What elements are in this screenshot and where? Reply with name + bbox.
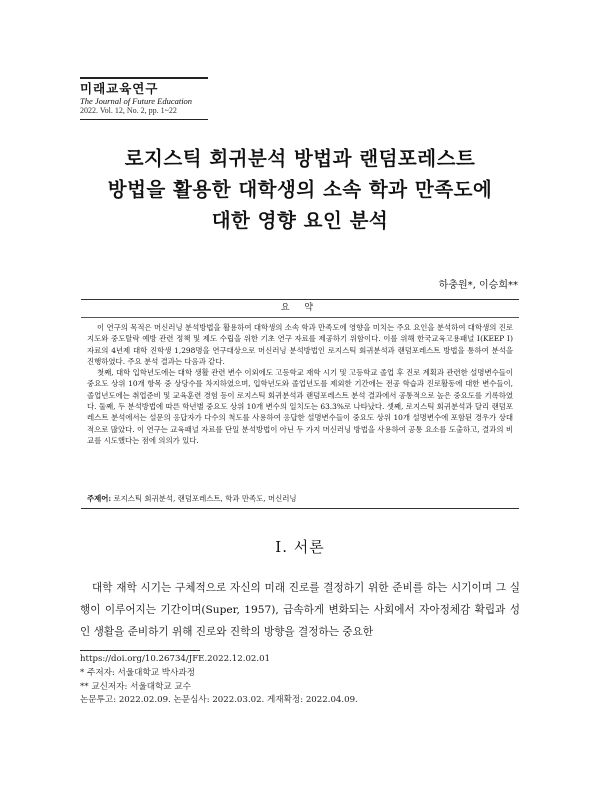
doi-link[interactable]: https://doi.org/10.26734/JFE.2022.12.02.01	[80, 654, 271, 664]
journal-header	[80, 77, 208, 120]
keywords-list: 로지스틱 회귀분석, 랜덤포레스트, 학과 만족도, 머신러닝	[113, 494, 297, 503]
journal-volume: 2022. Vol. 12, No. 2, pp. 1~22	[80, 106, 177, 115]
keywords	[87, 493, 513, 504]
keywords-label: 주제어:	[87, 494, 112, 503]
title-line: 로지스틱 회귀분석 방법과 랜덤포레스트	[124, 147, 476, 170]
footnote-dates: 논문투고: 2022.02.09. 논문심사: 2022.03.02. 게재확정: 2022.04.09.	[80, 695, 358, 706]
title-line: 방법을 활용한 대학생의 소속 학과 만족도에	[107, 178, 493, 201]
footnotes	[80, 653, 520, 708]
abstract-paragraph: 이 연구의 목적은 머신러닝 분석방법을 활용하여 대학생의 소속 학과 만족도에 영향을 미치는 주요 요인을 분석하여 대학생의 진로지도와 중도탈락 예방 관련 정책 및 제도 수립을 위한 기초 연구 자료를 제공하기 위함이다. 이를 위해 한국교육고용패널 Ⅰ(KEEP Ⅰ)자료의 4년제 대학 진학생 1,298명을 연구대상으로 머신러닝 분석방법인 로지스틱 회귀분석과 랜덤포레스트 방법을 통하여 분석을 진행하였다. 주요 분석 결과는 다음과 같다.	[87, 323, 513, 366]
footnote-divider	[80, 650, 200, 651]
authors: 하충원*, 이승희**	[438, 280, 518, 291]
title-line: 대한 영향 요인 분석	[211, 209, 389, 232]
paper-title	[40, 143, 560, 236]
body-paragraph: 대학 재학 시기는 구체적으로 자신의 미래 진로를 결정하기 위한 준비를 하는 시기이며 그 실행이 이루어지는 기간이며(Super, 1957), 급속하게 변화되는 사회에서 자아정체감 확립과 성인 생활을 준비하기 위해 진로와 진학의 방향을 결정하는 중요한	[80, 582, 520, 638]
footnote-author1: * 주저자: 서울대학교 박사과정	[80, 667, 196, 678]
footnote-author2: ** 교신저자: 서울대학교 교수	[80, 681, 192, 692]
section-title: Ⅰ. 서론	[275, 538, 325, 556]
abstract-body	[81, 318, 519, 446]
abstract	[81, 299, 519, 509]
abstract-paragraph: 첫째, 대학 입학년도에는 대학 생활 관련 변수 이외에도 고등학교 재학 시기 및 고등학교 졸업 후 진로 계획과 관련한 설명변수들이 중요도 상위 10개 항목 중 상당수를 차지하였으며, 입학년도와 졸업년도를 제외한 기간에는 전공 학습과 진로활동에 대한 변수들이, 졸업년도에는 취업준비 및 교육훈련 경험 등이 로지스틱 회귀분석과 랜덤포레스트 분석 결과에서 공통적으로 높은 중요도를 기록하였다. 둘째, 두 분석방법에 따른 학년별 중요도 상위 10개 변수의 일치도는 63.3%로 나타났다. 셋째, 로지스틱 회귀분석과 달리 랜덤포레스트 분석에서는 설문의 응답자가 다수의 척도를 사용하여 응답한 설명변수들이 중요도 상위 10개 설명변수에 포함된 경우가 상대적으로 많았다. 이 연구는 교육패널 자료를 단일 분석방법이 아닌 두 가지 머신러닝 방법을 사용하여 공통 요소를 도출하고, 결과의 비교를 시도했다는 점에 의의가 있다.	[87, 368, 513, 445]
journal-name-kr: 미래교육연구	[80, 81, 159, 96]
body-text	[80, 577, 520, 643]
abstract-heading: 요 약	[81, 300, 519, 318]
journal-name-en: The Journal of Future Education	[80, 96, 193, 106]
